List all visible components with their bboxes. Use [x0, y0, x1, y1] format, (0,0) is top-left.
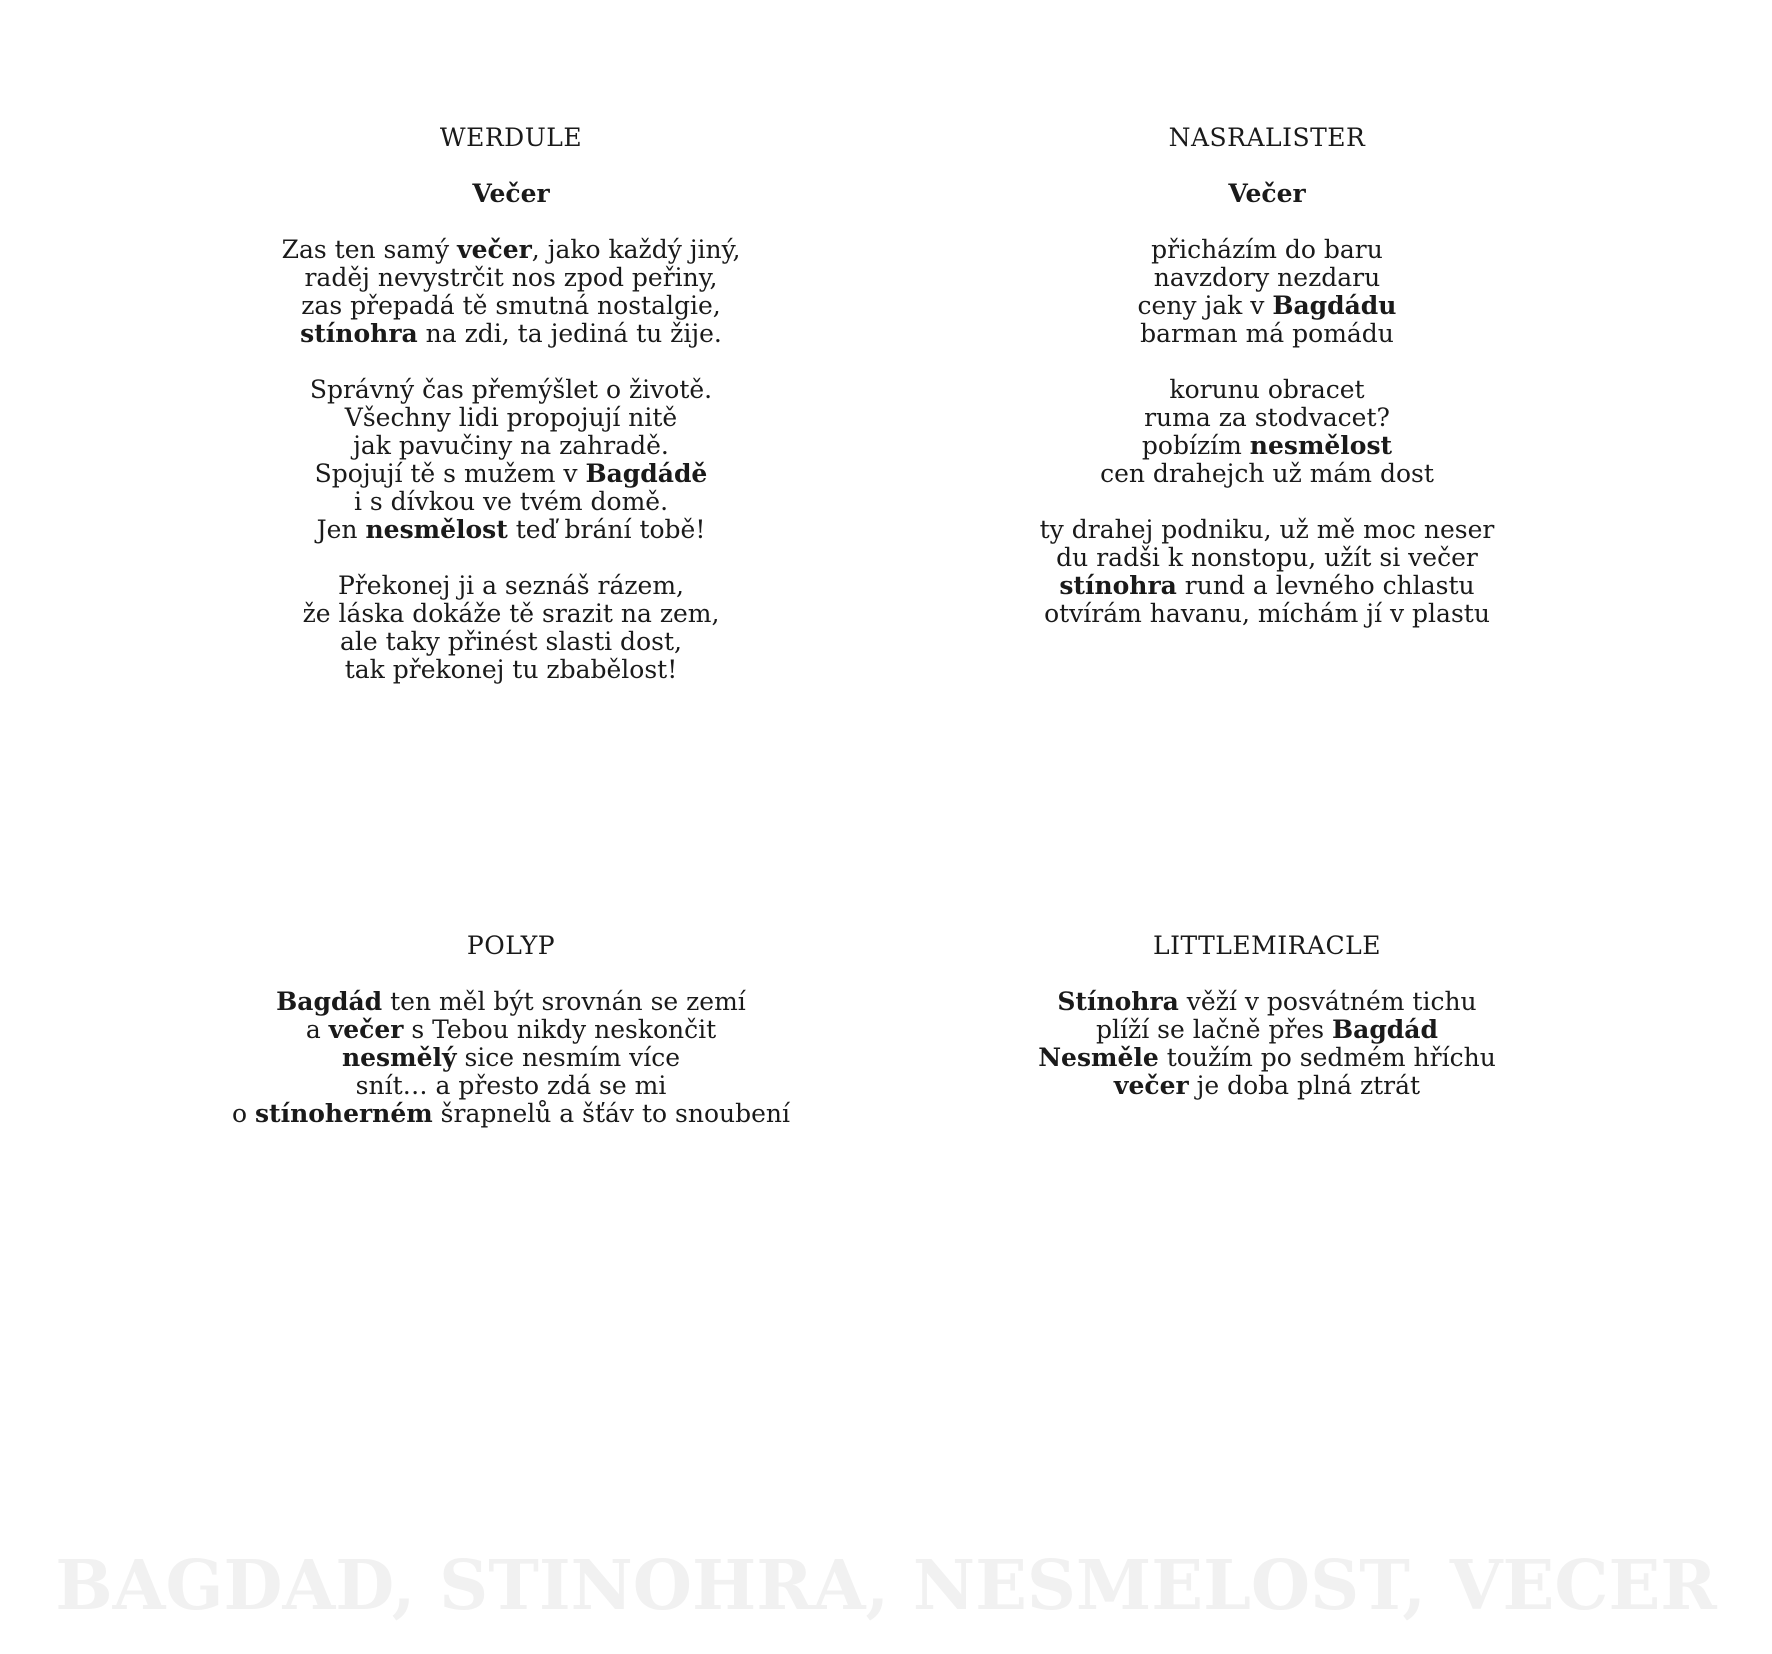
poem-line [927, 516, 1607, 544]
keyword-bold: nesmělost [365, 515, 508, 544]
line-text: rund a levného chlastu [1176, 571, 1475, 600]
line-text: barman má pomádu [1140, 319, 1394, 348]
line-text: navzdory nezdaru [1153, 263, 1381, 292]
poem-line [171, 572, 851, 600]
line-text: , jako každý jiný, [531, 235, 741, 264]
poem-line [927, 1016, 1607, 1044]
poem-line [171, 516, 851, 544]
poem-body [171, 236, 851, 684]
poem-line [171, 1100, 851, 1128]
line-text: Všechny lidi propojují nitě [344, 403, 678, 432]
poem-stanza [927, 236, 1607, 348]
line-text: zas přepadá tě smutná nostalgie, [301, 291, 721, 320]
poem-werdule [171, 124, 851, 684]
poem-author: NASRALISTER [1168, 123, 1366, 152]
poem-stanza [171, 572, 851, 684]
poem-author: POLYP [466, 931, 556, 960]
poem-line [927, 572, 1607, 600]
line-text: Jen [316, 515, 366, 544]
poem-line [927, 236, 1607, 264]
poem-line [171, 432, 851, 460]
poem-line [171, 264, 851, 292]
poem-stanza [927, 988, 1607, 1100]
poem-stanza [171, 376, 851, 544]
poem-line [927, 544, 1607, 572]
line-text: sice nesmím více [456, 1043, 681, 1072]
poem-line [171, 236, 851, 264]
poem-body [927, 236, 1607, 628]
line-text: snít… a přesto zdá se mi [355, 1071, 667, 1100]
line-text: cen drahejch už mám dost [1100, 459, 1434, 488]
line-text: ceny jak v [1137, 291, 1273, 320]
poem-line [171, 404, 851, 432]
poem-line [171, 656, 851, 684]
line-text: přicházím do baru [1151, 235, 1383, 264]
keyword-bold: stínoherném [254, 1099, 433, 1128]
keyword-bold: Bagdádu [1272, 291, 1397, 320]
poem-polyp [171, 932, 851, 1128]
poem-littlemiracle [927, 932, 1607, 1100]
keyword-bold: stínohra [300, 319, 418, 348]
line-text: plíží se lačně přes [1096, 1015, 1332, 1044]
line-text: ruma za stodvacet? [1144, 403, 1390, 432]
keyword-bold: Bagdád [276, 987, 383, 1016]
poem-stanza [171, 988, 851, 1128]
poem-nasralister [927, 124, 1607, 628]
poem-line [171, 988, 851, 1016]
poem-line [927, 432, 1607, 460]
poem-line [171, 628, 851, 656]
line-text: du radši k nonstopu, užít si večer [1056, 543, 1478, 572]
keyword-bold: Stínohra [1057, 987, 1179, 1016]
poem-stanza [171, 236, 851, 348]
line-text: i s dívkou ve tvém domě. [353, 487, 669, 516]
poem-author: LITTLEMIRACLE [1153, 931, 1381, 960]
poem-line [927, 1072, 1607, 1100]
poem-line [171, 320, 851, 348]
line-text: Zas ten samý [281, 235, 458, 264]
keyword-bold: nesmělost [1249, 431, 1393, 460]
line-text: ty drahej podniku, už mě moc neser [1039, 515, 1495, 544]
keyword-bold: Nesměle [1038, 1043, 1159, 1072]
keyword-bold: večer [1113, 1071, 1189, 1100]
poem-line [927, 1044, 1607, 1072]
poem-line [171, 600, 851, 628]
poem-author: WERDULE [439, 123, 583, 152]
line-text: raděj nevystrčit nos zpod peřiny, [304, 263, 718, 292]
poem-line [927, 404, 1607, 432]
line-text: Překonej ji a seznáš rázem, [338, 571, 684, 600]
line-text: že láska dokáže tě srazit na zem, [302, 599, 720, 628]
line-text: Správný čas přemýšlet o životě. [309, 375, 713, 404]
poem-body [171, 988, 851, 1128]
poem-stanza [927, 376, 1607, 488]
watermark-text: BAGDAD, STINOHRA, NESMELOST, VECER [55, 1546, 1717, 1626]
line-text: šrapnelů a šťáv to snoubení [432, 1099, 791, 1128]
poem-line [927, 460, 1607, 488]
poem-body [927, 988, 1607, 1100]
line-text: je doba plná ztrát [1188, 1071, 1421, 1100]
poem-line [927, 376, 1607, 404]
line-text: s Tebou nikdy neskončit [403, 1015, 717, 1044]
poem-title: Večer [472, 179, 550, 208]
poem-stanza [927, 516, 1607, 628]
poem-line [171, 1016, 851, 1044]
line-text: toužím po sedmém hříchu [1158, 1043, 1496, 1072]
keyword-bold: Bagdád [1331, 1015, 1438, 1044]
line-text: na zdi, ta jediná tu žije. [417, 319, 722, 348]
poem-line [927, 988, 1607, 1016]
poem-line [171, 460, 851, 488]
line-text: teď brání tobě! [507, 515, 706, 544]
keyword-bold: večer [457, 235, 532, 264]
poem-line [171, 292, 851, 320]
poem-line [171, 488, 851, 516]
poem-line [171, 376, 851, 404]
keyword-bold: nesmělý [341, 1043, 457, 1072]
poem-line [927, 320, 1607, 348]
poem-line [171, 1044, 851, 1072]
line-text: a [305, 1015, 329, 1044]
line-text: ten měl být srovnán se zemí [382, 987, 746, 1016]
keyword-bold: stínohra [1059, 571, 1177, 600]
keyword-bold: Bagdádě [585, 459, 708, 488]
line-text: tak překonej tu zbabělost! [344, 655, 678, 684]
line-text: jak pavučiny na zahradě. [353, 431, 669, 460]
poem-line [927, 600, 1607, 628]
line-text: ale taky přinést slasti dost, [340, 627, 682, 656]
line-text: věží v posvátném tichu [1178, 987, 1477, 1016]
line-text: korunu obracet [1169, 375, 1365, 404]
poem-line [927, 292, 1607, 320]
poem-line [927, 264, 1607, 292]
poem-line [171, 1072, 851, 1100]
line-text: Spojují tě s mužem v [314, 459, 586, 488]
poem-title: Večer [1228, 179, 1306, 208]
line-text: pobízím [1141, 431, 1250, 460]
line-text: o [231, 1099, 255, 1128]
keyword-bold: večer [328, 1015, 404, 1044]
line-text: otvírám havanu, míchám jí v plastu [1044, 599, 1490, 628]
